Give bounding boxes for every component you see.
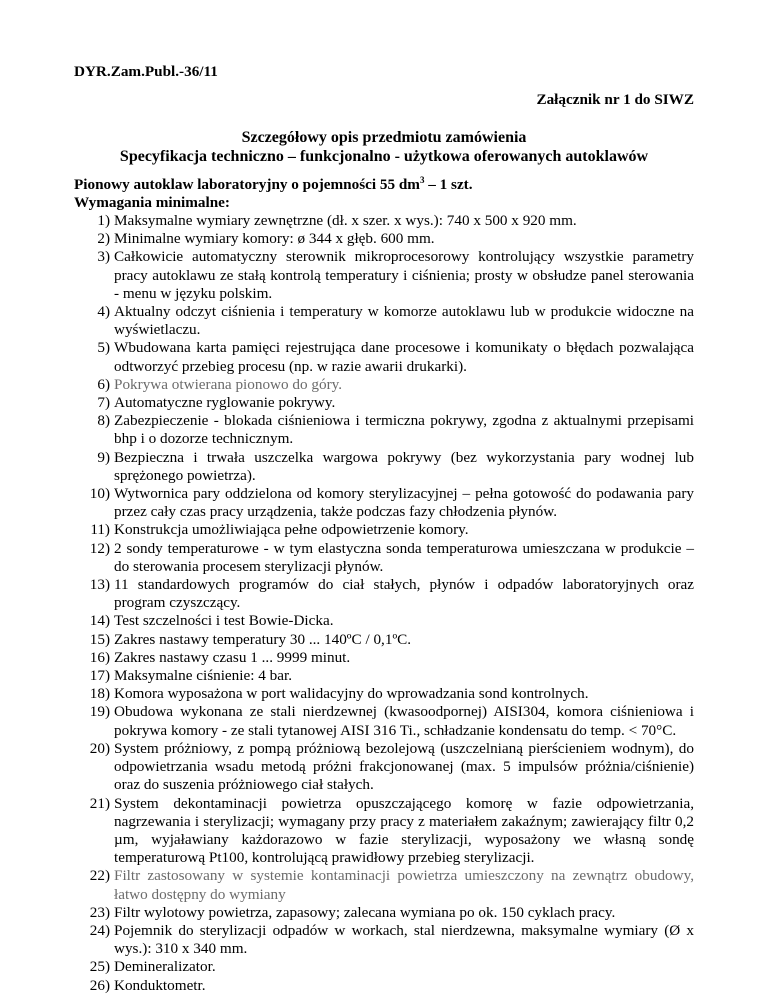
requirement-number: 4) bbox=[97, 303, 110, 321]
requirement-item bbox=[74, 703, 694, 739]
requirement-text: Filtr wylotowy powietrza, zapasowy; zalecana wymiana po ok. 150 cyklach pracy. bbox=[114, 903, 616, 921]
subject-superscript: 3 bbox=[419, 175, 425, 185]
requirement-number: 20) bbox=[89, 739, 110, 757]
requirement-item bbox=[74, 612, 694, 630]
requirement-number: 15) bbox=[89, 630, 110, 648]
requirement-item bbox=[74, 212, 694, 230]
requirement-text: Pokrywa otwierana pionowo do góry. bbox=[114, 375, 343, 393]
requirement-text: Konstrukcja umożliwiająca pełne odpowietrzenie komory. bbox=[114, 521, 469, 539]
requirement-number: 17) bbox=[89, 667, 110, 685]
requirement-item bbox=[74, 248, 694, 303]
requirement-text: Zabezpieczenie - blokada ciśnieniowa i termiczna pokrywy, zgodna z aktualnymi przepisami bhp i o dozorze technicznym. bbox=[114, 412, 694, 448]
requirement-text: Bezpieczna i trwała uszczelka wargowa pokrywy (bez wykorzystania pary wodnej lub sprężonego powietrza). bbox=[114, 448, 694, 484]
document-title: Szczegółowy opis przedmiotu zamówienia bbox=[241, 129, 527, 146]
requirement-item bbox=[74, 922, 694, 958]
requirement-item bbox=[74, 958, 694, 976]
requirement-number: 25) bbox=[89, 958, 110, 976]
requirement-text: Automatyczne ryglowanie pokrywy. bbox=[114, 394, 336, 412]
requirement-text: Całkowicie automatyczny sterownik mikroprocesorowy kontrolujący wszystkie parametry pracy autoklawu ze stałą kontrolą temperatury i ciśnienia; prosty w obsłudze panel sterowania - menu w języku polskim. bbox=[114, 248, 694, 302]
document-reference: DYR.Zam.Publ.-36/11 bbox=[74, 63, 218, 80]
requirement-item bbox=[74, 740, 694, 795]
requirement-item bbox=[74, 376, 694, 394]
requirement-number: 22) bbox=[89, 867, 110, 885]
requirement-item bbox=[74, 540, 694, 576]
requirement-number: 11) bbox=[90, 521, 110, 539]
subject-line bbox=[74, 176, 473, 194]
requirement-text: 11 standardowych programów do ciał stałych, płynów i odpadów laboratoryjnych oraz program czyszczący. bbox=[114, 576, 694, 612]
requirement-item bbox=[74, 667, 694, 685]
requirement-text: Filtr zastosowany w systemie kontaminacji powietrza umieszczony na zewnątrz obudowy, łatwo dostępny do wymiany bbox=[114, 867, 694, 903]
requirement-number: 9) bbox=[97, 448, 110, 466]
requirement-item bbox=[74, 576, 694, 612]
requirement-text: Maksymalne wymiary zewnętrzne (dł. x szer. x wys.): 740 x 500 x 920 mm. bbox=[114, 212, 577, 229]
requirement-text: Konduktometr. bbox=[114, 976, 206, 994]
requirement-number: 19) bbox=[89, 703, 110, 721]
requirement-number: 5) bbox=[97, 339, 110, 357]
requirement-item bbox=[74, 449, 694, 485]
requirement-number: 7) bbox=[97, 394, 110, 412]
requirement-item bbox=[74, 867, 694, 903]
requirement-item bbox=[74, 795, 694, 868]
requirement-text: Zakres nastawy temperatury 30 ... 140ºC / 0,1ºC. bbox=[114, 630, 412, 648]
requirement-number: 8) bbox=[97, 412, 110, 430]
requirement-text: Zakres nastawy czasu 1 ... 9999 minut. bbox=[114, 648, 351, 666]
requirement-number: 21) bbox=[89, 794, 110, 812]
requirement-text: Test szczelności i test Bowie-Dicka. bbox=[114, 612, 334, 630]
requirement-item bbox=[74, 303, 694, 339]
requirements-heading: Wymagania minimalne: bbox=[74, 194, 230, 211]
requirement-text: Pojemnik do sterylizacji odpadów w workach, stal nierdzewna, maksymalne wymiary (Ø x wys.): 310 x 340 mm. bbox=[114, 921, 694, 958]
requirement-text: Aktualny odczyt ciśnienia i temperatury w komorze autoklawu lub w produkcie widoczne na wyświetlaczu. bbox=[114, 303, 694, 339]
requirement-item bbox=[74, 977, 694, 995]
requirement-number: 1) bbox=[97, 212, 110, 229]
requirement-text: Obudowa wykonana ze stali nierdzewnej (kwasoodpornej) AISI304, komora ciśnieniowa i pokrywa komory - ze stali tytanowej AISI 316 Ti., schładzanie kondensatu do temp. < 70°C. bbox=[114, 703, 694, 739]
requirement-text: Wytwornica pary oddzielona od komory sterylizacyjnej – pełna gotowość do podawania pary przez cały czas pracy urządzenia, także podczas fazy chłodzenia płynów. bbox=[114, 485, 694, 521]
requirement-item bbox=[74, 230, 694, 248]
requirement-number: 18) bbox=[89, 685, 110, 703]
document-title-block bbox=[0, 128, 768, 166]
requirement-number: 13) bbox=[89, 576, 110, 594]
subject-quantity: – 1 szt. bbox=[424, 176, 473, 193]
requirement-item bbox=[74, 485, 694, 521]
requirement-item bbox=[74, 521, 694, 539]
document-subtitle: Specyfikacja techniczno – funkcjonalno - użytkowa oferowanych autoklawów bbox=[119, 148, 649, 165]
requirement-item bbox=[74, 685, 694, 703]
requirement-item bbox=[74, 631, 694, 649]
requirements-list bbox=[74, 212, 694, 995]
requirement-text: Demineralizator. bbox=[114, 958, 216, 976]
requirement-text: Wbudowana karta pamięci rejestrująca dane procesowe i komunikaty o błędach pozwalająca odtworzyć przebieg procesu (np. w razie awarii drukarki). bbox=[114, 339, 694, 375]
requirement-number: 2) bbox=[97, 230, 110, 248]
requirement-number: 23) bbox=[89, 903, 110, 921]
requirement-number: 26) bbox=[89, 976, 110, 994]
requirement-item bbox=[74, 339, 694, 375]
requirement-item bbox=[74, 904, 694, 922]
requirement-text: 2 sondy temperaturowe - w tym elastyczna sonda temperaturowa umieszczana w produkcie – do sterowania procesem sterylizacji płynów. bbox=[114, 539, 694, 575]
requirement-text: System próżniowy, z pompą próżniową bezolejową (uszczelnianą pierścieniem wodnym), do odpowietrzania wsadu metodą próżni frakcjonowanej (max. 5 impulsów próżnia/ciśnienie) oraz do suszenia próżniowego ciał stałych. bbox=[114, 739, 694, 794]
annex-label: Załącznik nr 1 do SIWZ bbox=[536, 91, 694, 108]
requirement-number: 12) bbox=[89, 539, 110, 557]
requirement-text: Minimalne wymiary komory: ø 344 x głęb. 600 mm. bbox=[114, 230, 435, 248]
requirement-number: 3) bbox=[97, 248, 110, 266]
requirement-number: 24) bbox=[89, 921, 110, 939]
requirement-item bbox=[74, 412, 694, 448]
requirement-text: System dekontaminacji powietrza opuszczającego komorę w fazie odpowietrzania, nagrzewania i sterylizacji; wymagany przy pracy z materiałem zakaźnym; zawierający filtr 0,2 µm, wyjaławiany każdorazowo w fazie sterylizacji, wyposażony we własną sondę temperaturową Pt100, kontrolującą prawidłowy przebieg sterylizacji. bbox=[114, 794, 694, 867]
requirement-number: 10) bbox=[89, 485, 110, 503]
requirement-text: Komora wyposażona w port walidacyjny do wprowadzania sond kontrolnych. bbox=[114, 685, 589, 703]
requirement-item bbox=[74, 394, 694, 412]
subject-text: Pionowy autoklaw laboratoryjny o pojemności 55 dm bbox=[74, 176, 420, 193]
requirement-text: Maksymalne ciśnienie: 4 bar. bbox=[114, 667, 292, 685]
requirement-number: 14) bbox=[89, 612, 110, 630]
requirement-number: 16) bbox=[89, 648, 110, 666]
requirement-number: 6) bbox=[97, 375, 110, 393]
requirement-item bbox=[74, 649, 694, 667]
